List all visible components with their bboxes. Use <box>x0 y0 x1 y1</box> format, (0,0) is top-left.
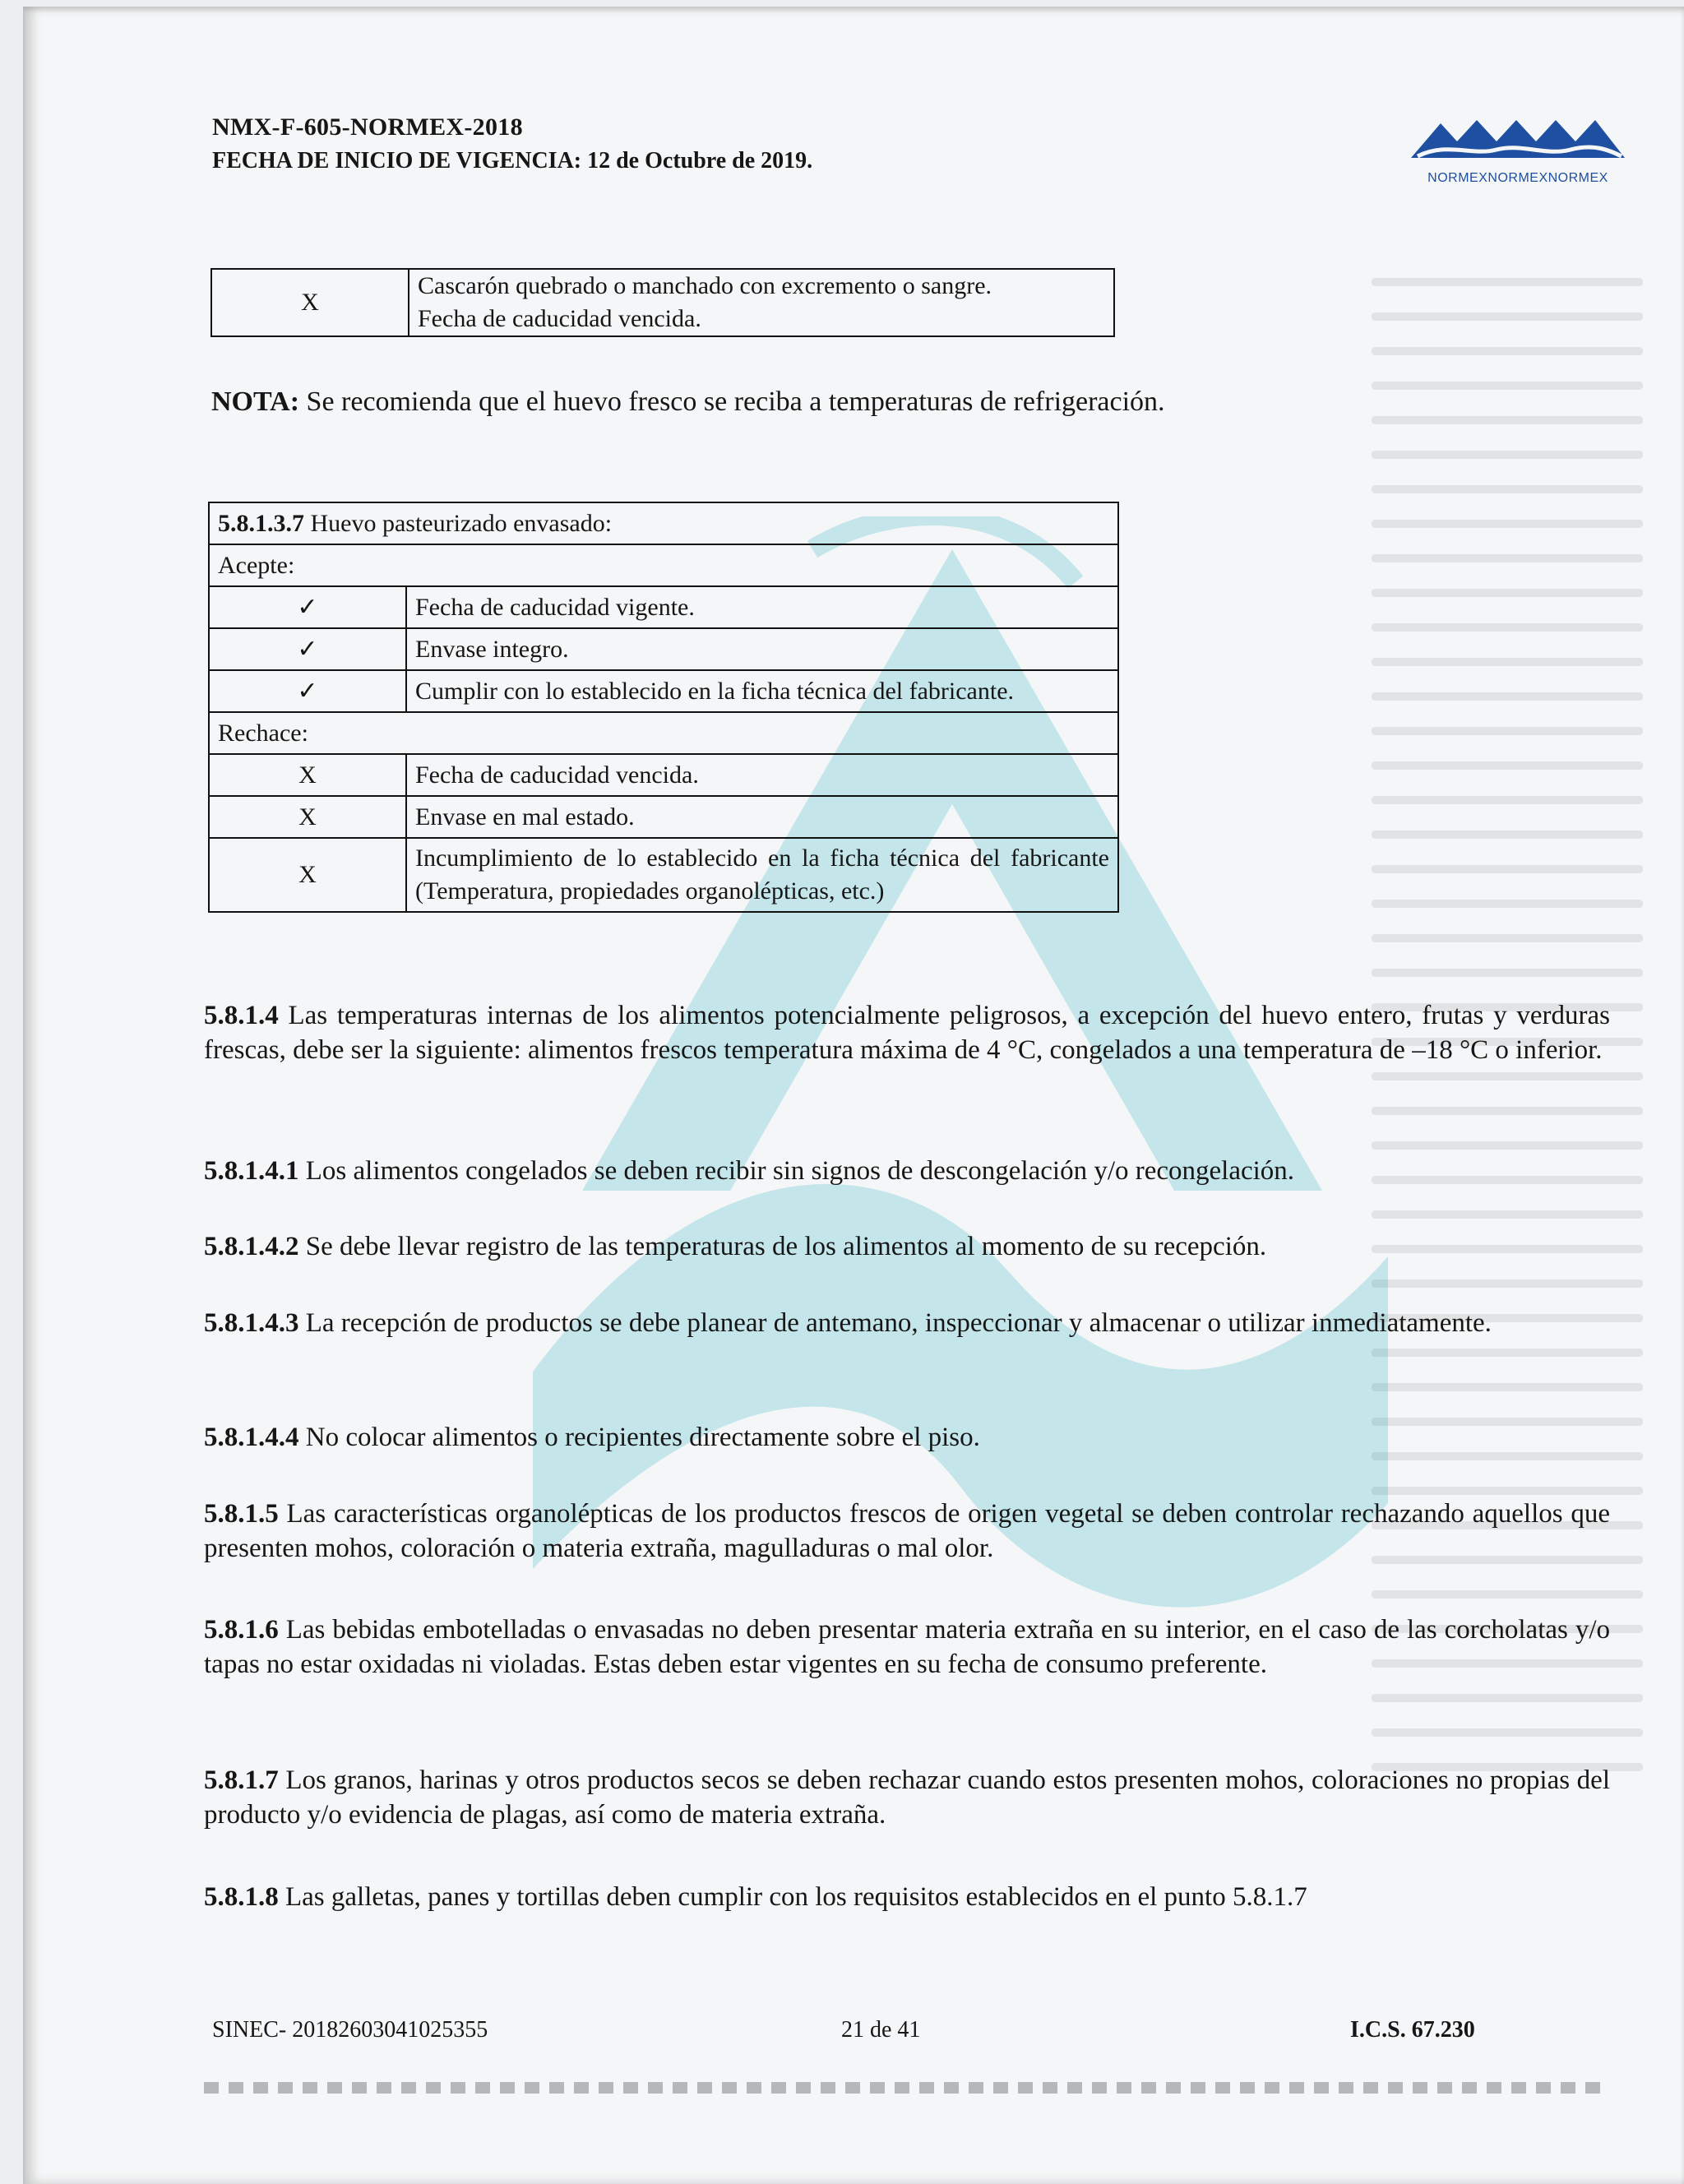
table-cell <box>409 269 1114 336</box>
table-row <box>209 586 1118 628</box>
footer-sinec: SINEC- 20182603041025355 <box>212 2017 488 2043</box>
table-cell: Envase en mal estado. <box>406 796 1118 838</box>
table-row <box>209 754 1118 796</box>
accept-header-row <box>209 544 1118 586</box>
table-row <box>209 838 1118 912</box>
table-row <box>209 628 1118 670</box>
effective-date: FECHA DE INICIO DE VIGENCIA: 12 de Octubre de 2019. <box>212 148 813 174</box>
table-row <box>209 796 1118 838</box>
logo-wordmark: NORMEXNORMEXNORMEX <box>1427 171 1608 185</box>
check-mark: ✓ <box>209 670 406 712</box>
note-label: NOTA: <box>211 386 300 417</box>
section-5-8-1-4-4: 5.8.1.4.4 No colocar alimentos o recipientes directamente sobre el piso. <box>204 1423 980 1452</box>
table-cell: Cumplir con lo establecido en la ficha técnica del fabricante. <box>406 670 1118 712</box>
normex-logo <box>1406 109 1630 189</box>
table-cell: Incumplimiento de lo establecido en la ficha técnica del fabricante (Temperatura, propiedades organolépticas, etc.) <box>406 838 1118 912</box>
criteria-line: Fecha de caducidad vencida. <box>418 305 701 332</box>
note-text: Se recomienda que el huevo fresco se reciba a temperaturas de refrigeración. <box>299 386 1165 417</box>
document-code: NMX-F-605-NORMEX-2018 <box>212 113 523 141</box>
table-title-row <box>209 502 1118 544</box>
table-cell: Envase integro. <box>406 628 1118 670</box>
table-cell: Fecha de caducidad vigente. <box>406 586 1118 628</box>
footer-ics: I.C.S. 67.230 <box>1350 2017 1475 2043</box>
rejection-table-fresh-egg <box>210 268 1115 337</box>
section-5-8-1-4-2: 5.8.1.4.2 Se debe llevar registro de las temperaturas de los alimentos al momento de su recepción. <box>204 1232 1267 1261</box>
footer-dash-bar <box>204 2082 1610 2094</box>
section-5-8-1-8: 5.8.1.8 Las galletas, panes y tortillas deben cumplir con los requisitos establecidos en el punto 5.8.1.7 <box>204 1882 1307 1912</box>
section-5-8-1-7: 5.8.1.7 Los granos, harinas y otros productos secos se deben rechazar cuando estos presenten mohos, coloraciones no propias del producto y/o evidencia de plagas, así como de materia extraña. <box>204 1765 1610 1830</box>
check-mark: ✓ <box>209 628 406 670</box>
note <box>211 386 1165 418</box>
pasteurized-egg-table <box>208 502 1119 913</box>
section-5-8-1-4-1: 5.8.1.4.1 Los alimentos congelados se deben recibir sin signos de descongelación y/o recongelación. <box>204 1156 1295 1186</box>
section-5-8-1-5: 5.8.1.5 Las características organolépticas de los productos frescos de origen vegetal se deben controlar rechazando aquellos que presenten mohos, coloración o materia extraña, magulladuras o mal olor. <box>204 1499 1610 1563</box>
accept-label: Acepte: <box>209 544 1118 586</box>
section-5-8-1-4: 5.8.1.4 Las temperaturas internas de los alimentos potencialmente peligrosos, a excepción del huevo entero, frutas y verduras frescas, debe ser la siguiente: alimentos frescos temperatura máxima de 4 °C, congelados a una temperatura de –18 °C o inferior. <box>204 1001 1610 1065</box>
table-title: 5.8.1.3.7 Huevo pasteurizado envasado: <box>209 502 1118 544</box>
check-mark: ✓ <box>209 586 406 628</box>
section-5-8-1-6: 5.8.1.6 Las bebidas embotelladas o envasadas no deben presentar materia extraña en su interior, en el caso de las corcholatas y/o tapas no estar oxidadas ni violadas. Estas deben estar vigentes en su fecha de consumo preferente. <box>204 1615 1610 1679</box>
table-row <box>209 670 1118 712</box>
x-mark: X <box>209 838 406 912</box>
x-mark: X <box>209 754 406 796</box>
page-number: 21 de 41 <box>841 2017 921 2043</box>
document-page <box>23 7 1684 2184</box>
section-5-8-1-4-3: 5.8.1.4.3 La recepción de productos se debe planear de antemano, inspeccionar y almacenar o utilizar inmediatamente. <box>204 1308 1492 1338</box>
x-mark: X <box>209 796 406 838</box>
reject-header-row <box>209 712 1118 754</box>
criteria-line: Cascarón quebrado o manchado con excremento o sangre. <box>418 272 992 299</box>
table-cell: Fecha de caducidad vencida. <box>406 754 1118 796</box>
reject-label: Rechace: <box>209 712 1118 754</box>
x-mark: X <box>211 269 409 336</box>
table-row <box>211 269 1114 336</box>
